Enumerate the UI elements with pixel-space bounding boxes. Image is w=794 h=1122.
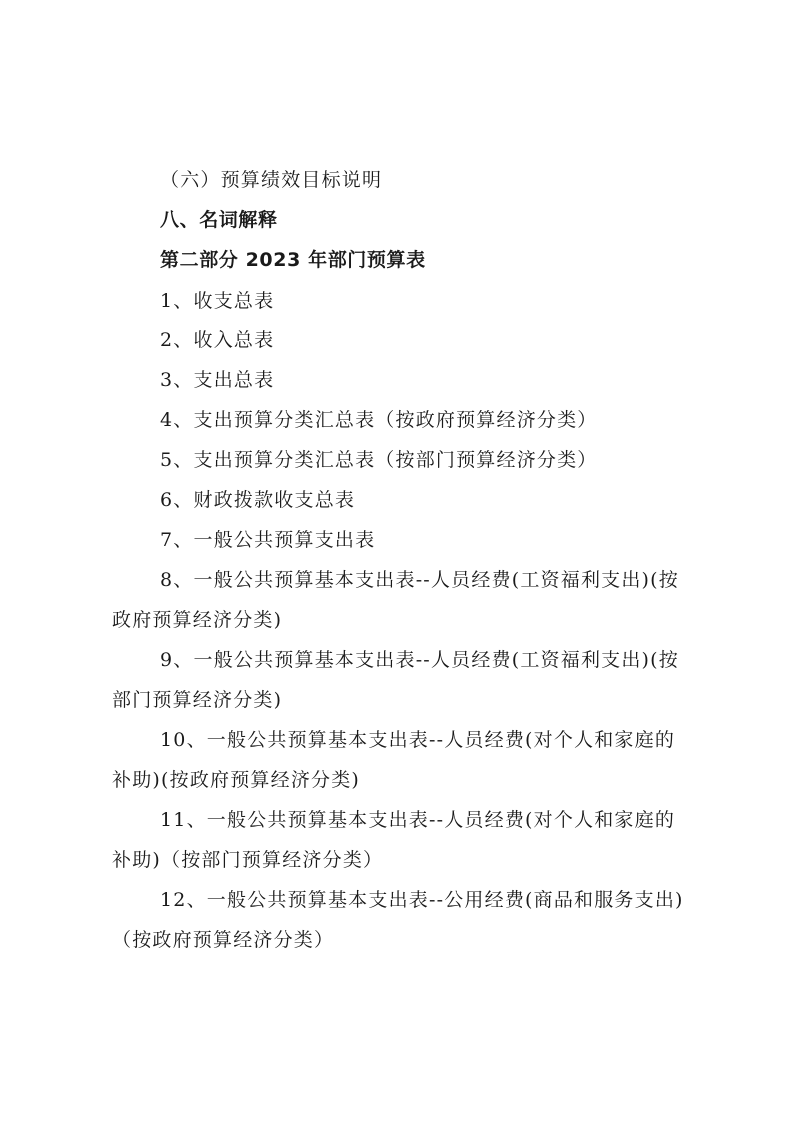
part-two-title: 第二部分 2023 年部门预算表 — [160, 249, 426, 271]
toc-item-10-line-2: 补助)(按政府预算经济分类) — [112, 769, 361, 791]
toc-item-4: 4、支出预算分类汇总表（按政府预算经济分类） — [160, 409, 598, 431]
toc-item-12-line-2: （按政府预算经济分类） — [112, 929, 335, 951]
toc-item-3: 3、支出总表 — [160, 369, 275, 391]
toc-item-1: 1、收支总表 — [160, 290, 275, 312]
toc-item-8-line-2: 政府预算经济分类) — [112, 609, 283, 631]
toc-item-9-line-2: 部门预算经济分类) — [112, 689, 283, 711]
toc-item-6: 6、财政拨款收支总表 — [160, 489, 356, 511]
toc-item-2: 2、收入总表 — [160, 329, 275, 351]
toc-item-9-line-1: 9、一般公共预算基本支出表--人员经费(工资福利支出)(按 — [160, 649, 679, 671]
toc-item-11-line-1: 11、一般公共预算基本支出表--人员经费(对个人和家庭的 — [160, 809, 676, 831]
toc-item-8-line-1: 8、一般公共预算基本支出表--人员经费(工资福利支出)(按 — [160, 569, 679, 591]
section-heading-8: 八、名词解释 — [160, 209, 278, 231]
toc-item-11-line-2: 补助)（按部门预算经济分类） — [112, 849, 384, 871]
toc-item-5: 5、支出预算分类汇总表（按部门预算经济分类） — [160, 449, 598, 471]
toc-item-10-line-1: 10、一般公共预算基本支出表--人员经费(对个人和家庭的 — [160, 729, 676, 751]
toc-item-12-line-1: 12、一般公共预算基本支出表--公用经费(商品和服务支出) — [160, 889, 684, 911]
toc-item-7: 7、一般公共预算支出表 — [160, 529, 376, 551]
section-heading-6: （六）预算绩效目标说明 — [160, 169, 383, 191]
